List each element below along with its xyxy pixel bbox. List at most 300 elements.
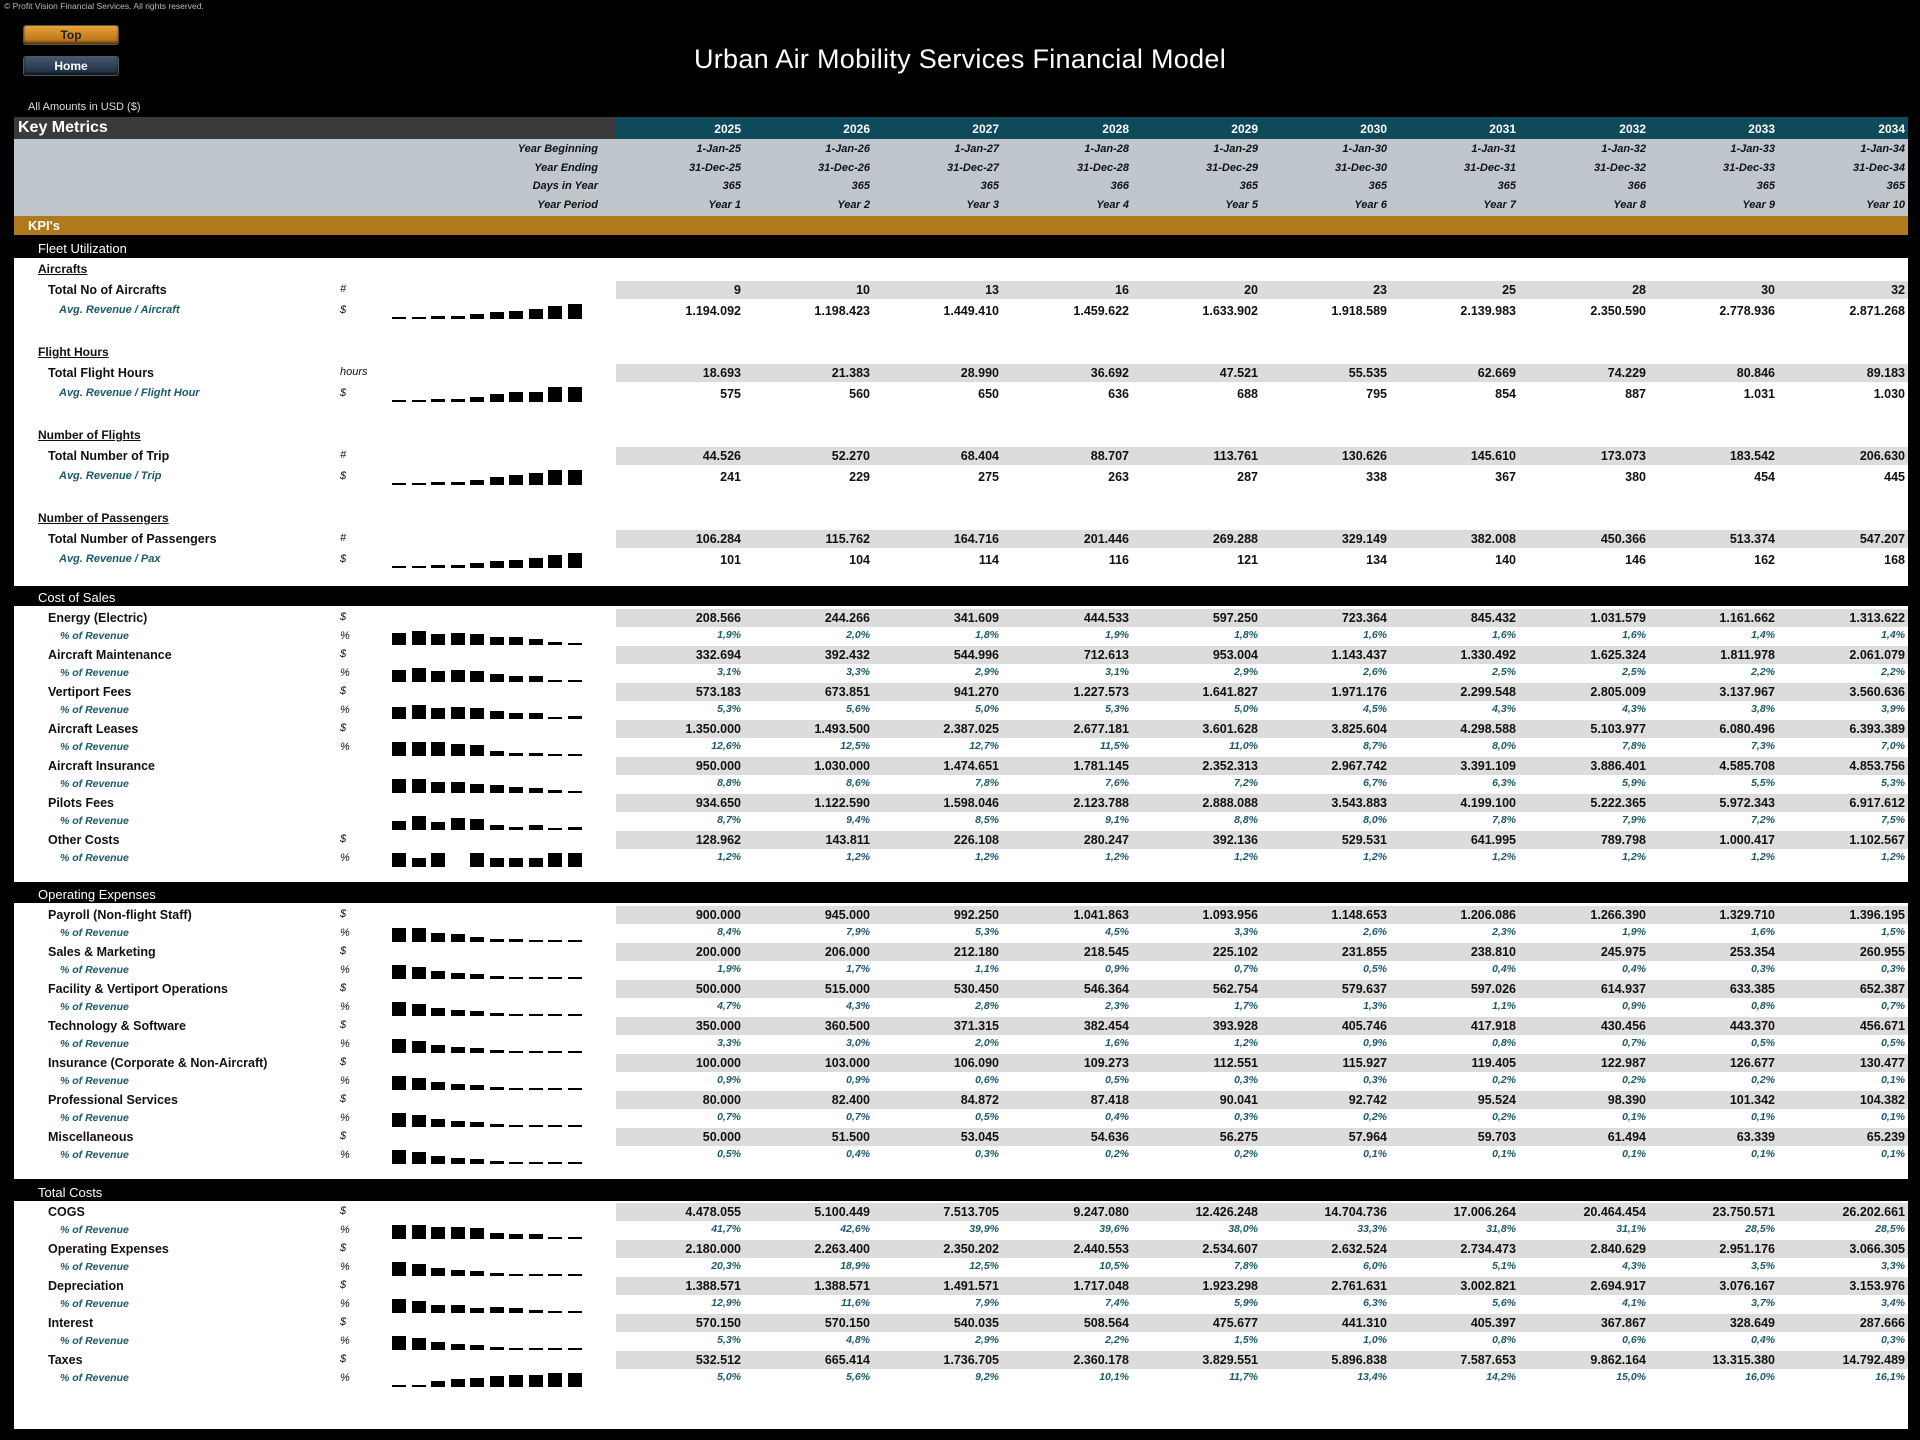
sparkline-bar (529, 940, 543, 942)
year-header-cell: 2025 (714, 122, 741, 136)
row-cell: 3,3% (1234, 926, 1258, 938)
row-cell: 14.704.736 (1324, 1205, 1387, 1219)
metric-row (14, 831, 1908, 849)
row-unit: % (340, 852, 350, 864)
row-cell: 1.143.437 (1331, 648, 1387, 662)
sparkline-bar (568, 1014, 582, 1016)
sparkline-bar (509, 1348, 523, 1350)
row-cell: 1,2% (1363, 851, 1387, 863)
row-label: % of Revenue (60, 1075, 129, 1087)
row-cell: 3.560.636 (1849, 685, 1905, 699)
row-cell: 2.840.629 (1590, 1242, 1646, 1256)
row-cell: 113.761 (1213, 449, 1258, 463)
row-cell: 6,0% (1363, 1260, 1387, 1272)
row-unit: $ (340, 648, 347, 660)
row-unit: $ (340, 722, 347, 734)
row-cell: 9,4% (846, 814, 870, 826)
row-label: % of Revenue (60, 927, 129, 939)
row-label: Pilots Fees (48, 796, 114, 810)
row-cell: 206.630 (1859, 449, 1905, 463)
sparkline-bar (490, 858, 504, 867)
row-cell: 11,6% (841, 1297, 870, 1309)
row-label: % of Revenue (60, 852, 129, 864)
row-cell: 2.139.983 (1460, 304, 1516, 318)
sparkline-bar (392, 707, 406, 719)
row-label: Other Costs (48, 833, 120, 847)
sparkline-bar (529, 1125, 543, 1127)
pct-row (14, 776, 1908, 792)
row-cell: 1,2% (717, 851, 741, 863)
period-cell: 1-Jan-28 (1084, 143, 1129, 155)
row-label: Total No of Aircrafts (48, 283, 167, 297)
sparkline-bar (451, 1270, 465, 1276)
row-cell: 6,3% (1492, 777, 1516, 789)
row-cell: 17.006.264 (1453, 1205, 1516, 1219)
row-cell: 1.000.417 (1719, 833, 1775, 847)
sparkline-bar (451, 1344, 465, 1350)
row-cell: 1,9% (1622, 926, 1646, 938)
sparkline-bar (529, 1088, 543, 1090)
row-unit: $ (340, 553, 347, 565)
row-cell: 84.872 (960, 1093, 999, 1107)
row-cell: 417.918 (1470, 1019, 1516, 1033)
row-cell: 0,1% (1881, 1074, 1905, 1086)
sparkline-bar (470, 853, 484, 867)
sparkline-bar (451, 670, 465, 682)
row-cell: 2.778.936 (1719, 304, 1775, 318)
row-cell: 1.194.092 (685, 304, 741, 318)
row-cell: 500.000 (695, 982, 741, 996)
row-cell: 992.250 (953, 908, 999, 922)
row-cell: 119.405 (1471, 1056, 1516, 1070)
row-cell: 7,9% (975, 1297, 999, 1309)
row-cell: 11,0% (1229, 740, 1258, 752)
sparkline-bar (568, 791, 582, 793)
pct-row (14, 962, 1908, 978)
row-unit: $ (340, 1242, 347, 1254)
period-cell: 366 (1110, 180, 1129, 192)
sparkline-bar (529, 639, 543, 645)
home-button[interactable]: Home (24, 57, 118, 75)
row-cell: 28,5% (1745, 1223, 1775, 1235)
sparkline-bar (568, 977, 582, 979)
row-cell: 1.031 (1743, 387, 1775, 401)
row-cell: 8,4% (717, 926, 741, 938)
sparkline-bar (470, 1085, 484, 1090)
sparkline-bar (568, 1051, 582, 1053)
row-cell: 31,8% (1486, 1223, 1516, 1235)
row-cell: 80.000 (702, 1093, 741, 1107)
row-label: Aircraft Leases (48, 722, 139, 736)
row-cell: 6.393.389 (1849, 722, 1905, 736)
sparkline-bar (412, 483, 426, 485)
row-cell: 1.388.571 (685, 1279, 741, 1293)
row-cell: 98.390 (1607, 1093, 1646, 1107)
row-cell: 575 (720, 387, 741, 401)
metric-row (14, 646, 1908, 664)
key-metrics-title: Key Metrics (14, 117, 619, 139)
row-cell: 1.811.978 (1720, 648, 1775, 662)
row-cell: 2.350.202 (943, 1242, 999, 1256)
sparkline-bar (412, 742, 426, 756)
row-label: Avg. Revenue / Pax (59, 553, 161, 565)
row-cell: 7.587.653 (1460, 1353, 1516, 1367)
row-label: Avg. Revenue / Trip (59, 470, 162, 482)
row-cell: 2.350.590 (1590, 304, 1646, 318)
row-cell: 1.329.710 (1719, 908, 1775, 922)
row-cell: 7,2% (1234, 777, 1258, 789)
sparkline-bar (451, 1227, 465, 1239)
pct-row (14, 1259, 1908, 1275)
sparkline-bar (392, 670, 406, 682)
row-cell: 39,9% (969, 1223, 999, 1235)
sparkline-bar (548, 754, 562, 756)
row-cell: 87.418 (1090, 1093, 1129, 1107)
row-cell: 2.677.181 (1073, 722, 1129, 736)
period-row-label: Year Period (537, 198, 598, 211)
row-cell: 2,5% (1492, 666, 1516, 678)
sparkline-bar (451, 744, 465, 756)
row-cell: 1.781.145 (1073, 759, 1129, 773)
row-cell: 173.073 (1600, 449, 1646, 463)
sparkline-bar (392, 853, 406, 867)
row-unit: $ (340, 304, 347, 316)
row-cell: 263 (1108, 470, 1129, 484)
period-cell: 365 (1497, 180, 1516, 192)
row-cell: 42,6% (840, 1223, 870, 1235)
sparkline-bar (548, 1014, 562, 1016)
row-cell: 712.613 (1083, 648, 1129, 662)
year-header-cell: 2032 (1619, 122, 1646, 136)
row-cell: 1,0% (1363, 1334, 1387, 1346)
row-label: % of Revenue (60, 778, 129, 790)
row-cell: 5,6% (846, 1371, 870, 1383)
row-cell: 0,8% (1492, 1037, 1516, 1049)
row-cell: 13 (985, 283, 999, 297)
row-cell: 0,4% (1622, 963, 1646, 975)
row-cell: 673.851 (824, 685, 870, 699)
row-cell: 88.707 (1090, 449, 1129, 463)
row-cell: 65.239 (1866, 1130, 1905, 1144)
year-header-cell: 2029 (1231, 122, 1258, 136)
row-cell: 11,5% (1100, 740, 1129, 752)
row-cell: 338 (1366, 470, 1387, 484)
sparkline-bar (470, 634, 484, 645)
row-cell: 2,9% (1234, 666, 1258, 678)
row-cell: 3.543.883 (1331, 796, 1387, 810)
row-cell: 6.917.612 (1849, 796, 1905, 810)
row-cell: 4.199.100 (1460, 796, 1516, 810)
row-cell: 0,3% (975, 1148, 999, 1160)
row-cell: 4,5% (1363, 703, 1387, 715)
sparkline-bar (509, 1234, 523, 1239)
row-cell: 4,3% (1622, 1260, 1646, 1272)
sparkline-bar (548, 940, 562, 942)
row-label: % of Revenue (60, 1038, 129, 1050)
row-cell: 200.000 (695, 945, 741, 959)
metric-row (14, 281, 1908, 299)
row-unit: $ (340, 1316, 347, 1328)
sparkline-bar (529, 1274, 543, 1276)
period-cell: 1-Jan-33 (1730, 143, 1775, 155)
sparkline (392, 1147, 592, 1165)
sparkline-bar (509, 787, 523, 793)
sparkline-bar (431, 1268, 445, 1276)
row-cell: 382.008 (1470, 532, 1516, 546)
period-cell: 1-Jan-32 (1601, 143, 1646, 155)
row-cell: 260.955 (1859, 945, 1905, 959)
row-cell: 106.090 (953, 1056, 999, 1070)
row-cell: 0,1% (1751, 1148, 1775, 1160)
sparkline-bar (568, 387, 582, 402)
row-cell: 1.313.622 (1849, 611, 1905, 625)
row-cell: 4.478.055 (685, 1205, 741, 1219)
sparkline-bar (431, 316, 445, 319)
row-cell: 8,8% (1234, 814, 1258, 826)
sparkline-bar (509, 392, 523, 402)
row-cell: 1,8% (1234, 629, 1258, 641)
row-cell: 950.000 (695, 759, 741, 773)
row-cell: 2.951.176 (1719, 1242, 1775, 1256)
sparkline-bar (412, 1115, 426, 1127)
row-cell: 547.207 (1859, 532, 1905, 546)
row-cell: 1.633.902 (1202, 304, 1258, 318)
period-cell: 365 (980, 180, 999, 192)
row-cell: 1.388.571 (814, 1279, 870, 1293)
metric-row (14, 980, 1908, 998)
period-cell: 365 (851, 180, 870, 192)
key-metrics-header (14, 117, 1908, 139)
sparkline-bar (431, 1342, 445, 1350)
sparkline-bar (548, 1237, 562, 1239)
sparkline-bar (529, 713, 543, 719)
row-cell: 26.202.661 (1842, 1205, 1905, 1219)
sparkline-bar (490, 1050, 504, 1053)
row-unit: $ (340, 1279, 347, 1291)
sparkline-bar (451, 782, 465, 793)
row-cell: 0,1% (1881, 1111, 1905, 1123)
top-button[interactable]: Top (24, 26, 118, 44)
row-cell: 456.671 (1859, 1019, 1905, 1033)
sparkline-bar (490, 1124, 504, 1127)
row-cell: 953.004 (1212, 648, 1258, 662)
sparkline-bar (431, 671, 445, 682)
sparkline-bar (470, 671, 484, 682)
row-cell: 9,2% (975, 1371, 999, 1383)
row-cell: 8,0% (1363, 814, 1387, 826)
sparkline-bar (470, 563, 484, 568)
row-cell: 12,9% (711, 1297, 741, 1309)
row-cell: 7,8% (1622, 740, 1646, 752)
metric-row (14, 530, 1908, 548)
row-cell: 18,9% (840, 1260, 870, 1272)
sparkline-bar (451, 1305, 465, 1313)
row-cell: 0,2% (1622, 1074, 1646, 1086)
row-cell: 269.288 (1212, 532, 1258, 546)
row-cell: 9,1% (1105, 814, 1129, 826)
row-cell: 8,6% (846, 777, 870, 789)
row-cell: 12.426.248 (1195, 1205, 1258, 1219)
row-cell: 275 (978, 470, 999, 484)
row-cell: 546.364 (1083, 982, 1129, 996)
row-cell: 0,8% (1751, 1000, 1775, 1012)
row-cell: 1,2% (1622, 851, 1646, 863)
row-cell: 6.080.496 (1719, 722, 1775, 736)
row-cell: 1,2% (1751, 851, 1775, 863)
sparkline-bar (548, 790, 562, 793)
year-header-cell: 2031 (1489, 122, 1516, 136)
row-cell: 9.862.164 (1590, 1353, 1646, 1367)
row-cell: 1.350.000 (685, 722, 741, 736)
sub-metric-row (14, 302, 1908, 320)
row-cell: 1.041.863 (1073, 908, 1129, 922)
row-cell: 1.206.086 (1460, 908, 1516, 922)
row-cell: 3,3% (717, 1037, 741, 1049)
sparkline-bar (509, 637, 523, 645)
row-cell: 688 (1237, 387, 1258, 401)
sparkline-bar (490, 637, 504, 645)
row-cell: 562.754 (1212, 982, 1258, 996)
sparkline-bar (529, 788, 543, 793)
row-cell: 0,5% (1105, 1074, 1129, 1086)
sparkline-bar (490, 1161, 504, 1164)
row-cell: 0,5% (975, 1111, 999, 1123)
year-header-cell: 2026 (843, 122, 870, 136)
row-cell: 0,4% (1105, 1111, 1129, 1123)
period-cell: 31-Dec-31 (1464, 161, 1516, 174)
row-label: Depreciation (48, 1279, 124, 1293)
row-cell: 253.354 (1729, 945, 1775, 959)
sparkline-bar (412, 1338, 426, 1350)
sparkline-bar (451, 1121, 465, 1127)
sparkline-bar (529, 1014, 543, 1016)
pct-row (14, 1222, 1908, 1238)
row-cell: 1.736.705 (943, 1353, 999, 1367)
row-cell: 2,3% (1105, 1000, 1129, 1012)
row-unit: # (340, 532, 347, 544)
sparkline (392, 385, 592, 403)
row-cell: 450.366 (1600, 532, 1646, 546)
row-cell: 5,5% (1751, 777, 1775, 789)
sparkline-bar (392, 1076, 406, 1090)
row-cell: 14,2% (1486, 1371, 1516, 1383)
row-cell: 1.148.653 (1331, 908, 1387, 922)
sparkline-bar (451, 934, 465, 942)
sparkline-bar (509, 977, 523, 979)
sub-metric-row (14, 551, 1908, 569)
row-cell: 14.792.489 (1842, 1353, 1905, 1367)
row-cell: 1,5% (1234, 1334, 1258, 1346)
row-unit: # (340, 283, 347, 295)
sparkline-bar (392, 1002, 406, 1016)
row-cell: 795 (1366, 387, 1387, 401)
sparkline-bar (470, 1011, 484, 1016)
row-cell: 0,2% (1234, 1148, 1258, 1160)
row-cell: 20,3% (711, 1260, 741, 1272)
row-cell: 7,5% (1881, 814, 1905, 826)
sparkline-bar (548, 680, 562, 682)
pct-row (14, 702, 1908, 718)
row-cell: 371.315 (953, 1019, 999, 1033)
row-cell: 0,9% (846, 1074, 870, 1086)
row-cell: 3,1% (1105, 666, 1129, 678)
period-cell: 31-Dec-33 (1723, 161, 1775, 174)
sparkline (392, 468, 592, 486)
row-unit: $ (340, 1056, 347, 1068)
sparkline (392, 999, 592, 1017)
row-cell: 80.846 (1736, 366, 1775, 380)
row-cell: 1.717.048 (1073, 1279, 1129, 1293)
row-cell: 1.330.492 (1460, 648, 1516, 662)
row-cell: 7,0% (1881, 740, 1905, 752)
row-cell: 4.298.588 (1460, 722, 1516, 736)
metric-row (14, 1351, 1908, 1369)
row-cell: 0,7% (1622, 1037, 1646, 1049)
row-cell: 208.566 (695, 611, 741, 625)
sparkline-bar (392, 1262, 406, 1276)
row-cell: 0,5% (717, 1148, 741, 1160)
pct-row (14, 925, 1908, 941)
sparkline-bar (490, 1087, 504, 1090)
row-cell: 532.512 (695, 1353, 741, 1367)
period-cell: 365 (1756, 180, 1775, 192)
row-cell: 57.964 (1348, 1130, 1387, 1144)
row-cell: 10,5% (1099, 1260, 1129, 1272)
row-cell: 597.250 (1212, 611, 1258, 625)
sparkline-bar (431, 708, 445, 719)
row-cell: 62.669 (1477, 366, 1516, 380)
row-cell: 23.750.571 (1712, 1205, 1775, 1219)
row-cell: 2.967.742 (1331, 759, 1387, 773)
row-cell: 2.360.178 (1073, 1353, 1129, 1367)
sparkline-bar (529, 1310, 543, 1313)
row-cell: 0,3% (1881, 1334, 1905, 1346)
sparkline-bar (490, 394, 504, 402)
sparkline-bar (412, 668, 426, 682)
row-cell: 1,1% (1492, 1000, 1516, 1012)
row-unit: $ (340, 1205, 347, 1217)
sparkline-bar (470, 745, 484, 756)
row-unit: % (340, 1335, 350, 1347)
row-cell: 0,2% (1751, 1074, 1775, 1086)
row-cell: 1.641.827 (1202, 685, 1258, 699)
year-header-cell: 2027 (972, 122, 999, 136)
row-cell: 441.310 (1341, 1316, 1387, 1330)
row-cell: 101.342 (1729, 1093, 1775, 1107)
sparkline-bar (568, 1237, 582, 1239)
row-cell: 723.364 (1341, 611, 1387, 625)
sparkline-bar (509, 311, 523, 319)
row-cell: 382.454 (1083, 1019, 1129, 1033)
row-cell: 104.382 (1859, 1093, 1905, 1107)
sparkline-bar (392, 317, 406, 319)
row-cell: 597.026 (1470, 982, 1516, 996)
sparkline-bar (392, 483, 406, 485)
row-cell: 934.650 (695, 796, 741, 810)
row-unit: $ (340, 1353, 347, 1365)
row-cell: 5,0% (975, 703, 999, 715)
row-unit: % (340, 1001, 350, 1013)
sparkline-bar (470, 480, 484, 485)
row-cell: 50.000 (702, 1130, 741, 1144)
row-cell: 2.734.473 (1460, 1242, 1516, 1256)
row-label: Aircraft Insurance (48, 759, 155, 773)
sparkline-bar (470, 708, 484, 719)
row-cell: 941.270 (953, 685, 999, 699)
row-cell: 7.513.705 (943, 1205, 999, 1219)
row-cell: 513.374 (1729, 532, 1775, 546)
row-cell: 68.404 (960, 449, 999, 463)
